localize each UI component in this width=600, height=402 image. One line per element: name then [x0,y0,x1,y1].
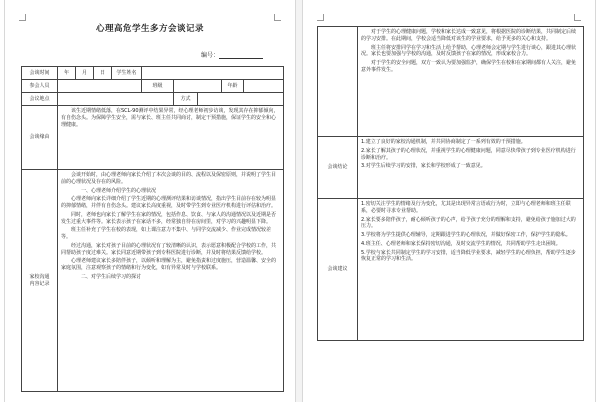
suggestions-label: 会谈建议 [318,199,358,341]
document-page-2 [302,0,596,402]
participants-label: 参会人员 [22,80,58,93]
mode-field[interactable] [198,93,284,106]
purpose-paragraph: 该生近期情绪低落，在SCL-90测评中结果异常，经心理老师初步访谈，发现其存在抑郁倾向，有自伤念头。为保障学生安全，需与家长、班主任共同商讨，制定干预措施，保证学生的安全和心理健康。 [61,108,279,128]
mode-label: 方式 [174,93,198,106]
continuation-text [358,27,584,137]
month-field[interactable]: 月 [76,67,94,80]
agreement-item: 1.建立了良好的家校沟通机制，并共同协商制定了一系列有效的干预措施。 [361,139,526,145]
participants-field[interactable] [58,80,142,93]
record-paragraph: 一、心理老师介绍学生的心理状况 [81,187,157,194]
crop-mark [274,14,281,21]
crop-mark [19,14,26,21]
agreement-text [358,137,584,199]
table-row [22,93,284,106]
table-row [22,170,284,392]
record-paragraph: 经过沟通，家长对孩子目前的心理状况有了较清晰的认识，表示愿意积极配合学校的工作，共同帮助孩子度过难关。家长同意近期带孩子到专科医院进行诊断，并及时将结果反馈给学校。 [61,242,277,256]
location-field[interactable] [58,93,174,106]
class-label: 班级 [142,80,174,93]
year-field[interactable]: 年 [58,67,76,80]
serial-label: 编号： [200,52,219,59]
purpose-text [58,106,284,170]
record-paragraph: 会谈开始时，由心理老师向家长介绍了本次会谈的目的、流程以及保密原则，并说明了学生目前的心理状况及存在的风险。 [61,172,277,185]
day-field[interactable]: 日 [94,67,112,80]
record-paragraph: 同时，老师也向家长了解学生在家的情况，包括作息、饮食、与家人的沟通情况以及近期是否发生过重大事件等。家长表示孩子在家话不多，经常独自待在房间里，对学习的兴趣明显下降。 [61,211,277,225]
table-row [22,106,284,170]
table-row [318,137,584,199]
time-label: 会谈时间 [22,67,58,80]
document-title: 心理高危学生多方会谈记录 [95,24,204,34]
record-paragraph: 班主任补充了学生在校的表现，如上课注意力不集中、与同学交流减少、作业完成情况较差等。 [61,227,272,240]
suggestion-item: 3.学校将为学生提供心理辅导，定期跟进学生的心理状况，并做好保密工作，保护学生的隐私。 [361,232,571,238]
table-row [22,67,284,80]
continuation-paragraph: 对于学生的心理健康问题，学校和家长达成一致意见，将根据医院的诊断结果，共同制定后续的学习安排。在此期间，学校会适当降低对该生的学业要求，给予更多的关心和支持。 [361,29,577,42]
record-paragraph: 心理老师向家长详细介绍了学生近期的心理测评结果和访谈情况，指出学生目前存在较为明显的抑郁情绪，并伴有自伤念头。建议家长高度重视，及时带学生到专业医疗机构进行评估和治疗。 [61,196,277,209]
table-row [318,27,584,137]
table-row [318,199,584,341]
crop-mark [317,14,324,21]
continuation-paragraph: 对于学生的安全问题，双方一致认为要加强监护，确保学生在校和在家期间都有人关注，避免意外事件发生。 [361,60,577,73]
student-name-field[interactable] [142,67,284,80]
location-label: 会议地点 [22,93,58,106]
continuation-paragraph: 班主任将安排同学在学习和生活上给予帮助，心理老师会定期与学生进行谈心，跟进其心理状况。家长也要加强与学校的沟通，及时反馈孩子在家的情况，形成家校合力。 [361,44,577,58]
empty-label-cell [318,27,358,137]
serial-number [201,50,263,59]
agreement-item: 2.家长了解其孩子的心理状况，并重视学生的心理健康问题，同意尽快带孩子到专业医疗机构进行诊断和治疗。 [361,147,576,161]
purpose-label: 会谈缘由 [22,106,58,170]
agreement-label: 会谈结论 [318,137,358,199]
student-name-label: 学生姓名 [112,67,142,80]
record-paragraph: 心理老师建议家长多陪伴孩子，以倾听和理解为主，避免指责和过度施压，营造温馨、安全的家庭氛围，注意观察孩子的情绪和行为变化，如有异常及时与学校联系。 [61,258,277,271]
document-page-1 [4,0,296,402]
suggestion-item: 1.密切关注学生的情绪及行为变化，尤其是出现异常言语或行为时，立即与心理老师和班主任联系，必要时寻求专业帮助。 [361,201,571,214]
suggestion-item: 2.家长要多陪伴孩子，耐心倾听孩子的心声，给予孩子充分的理解和支持，避免给孩子施加过大的压力。 [361,216,576,230]
age-field[interactable] [244,80,284,93]
record-paragraph: 二、对学生后续学习的探讨 [81,273,142,280]
meeting-record-table-continued [317,26,584,341]
suggestions-text [358,199,584,341]
age-label: 年龄 [222,80,244,93]
record-label: 家校沟通 内容记录 [22,170,58,392]
suggestion-item: 4.班主任、心理老师和家长保持密切沟通，及时交流学生的情况，共同帮助学生走出困境。 [361,240,561,247]
table-row [22,80,284,93]
record-text [58,170,284,392]
serial-blank[interactable] [219,51,263,59]
crop-mark [574,14,581,21]
class-field[interactable] [174,80,222,93]
agreement-item: 3.对学生后续学习的安排，家长和学校形成了一致意见。 [361,163,486,170]
meeting-record-table [21,66,284,392]
suggestion-item: 5.学校与家长共同制定学生的学习安排，适当降低学业要求，减轻学生的心理负担，帮助学生逐步恢复正常的学习和生活。 [361,249,576,263]
